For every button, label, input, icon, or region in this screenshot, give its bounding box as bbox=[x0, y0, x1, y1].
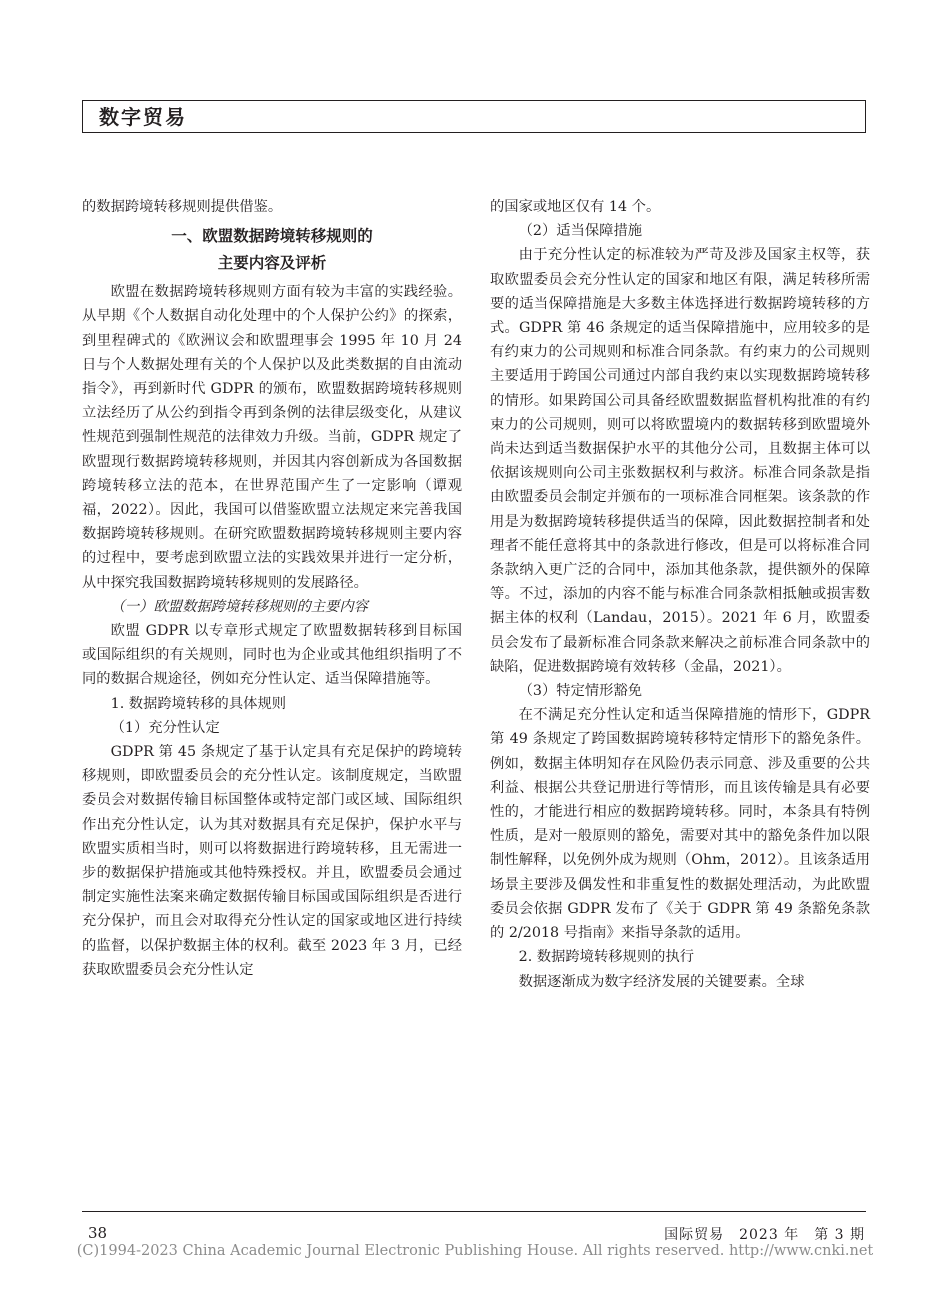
section-title-line2: 主要内容及评析 bbox=[217, 254, 327, 273]
subheading: （2）适当保障措施 bbox=[518, 223, 643, 240]
paragraph: 欧盟在数据跨境转移规则方面有较为丰富的实践经验。从早期《个人数据自动化处理中的个人保护公约》的探索，到里程碑式的《欧洲议会和欧盟理事会 1995 年 10 月 24 日与个人数据处理有关的个人保护以及此类数据的自由流动指令》，再到新时代 GDPR 的颁布，欧盟数据跨境转移规则立法经历了从公约到指令再到条例的法律层级变化，从建议性规范到强制性规范的法律效力升级。当前，GDPR 规定了欧盟现行数据跨境转移规则，并因其内容创新成为各国数据跨境转移立法的范本，在世界范围产生了一定影响（谭观福，2022）。因此，我国可以借鉴欧盟立法规定来完善我国数据跨境转移规则。在研究欧盟数据跨境转移规则主要内容的过程中，要考虑到欧盟立法的实践效果并进行一定分析，从中探究我国数据跨境转移规则的发展路径。 bbox=[82, 284, 462, 591]
section-title-line1: 一、欧盟数据跨境转移规则的 bbox=[171, 227, 373, 246]
page-number: 38 bbox=[88, 1224, 108, 1242]
right-column bbox=[490, 195, 870, 994]
section-header-title: 数字贸易 bbox=[99, 105, 187, 129]
paragraph: 由于充分性认定的标准较为严苛及涉及国家主权等，获取欧盟委员会充分性认定的国家和地区有限，满足转移所需要的适当保障措施是大多数主体选择进行数据跨境转移的方式。GDPR 第 46 条规定的适当保障措施中，应用较多的是有约束力的公司规则和标准合同条款。有约束力的公司规则主要适用于跨国公司通过内部自我约束以实现数据跨境转移的情形。如果跨国公司具备经欧盟数据监督机构批准的有约束力的公司规则，则可以将欧盟境内的数据转移到欧盟境外尚未达到适当数据保护水平的其他分公司，且数据主体可以依据该规则向公司主张数据权利与救济。标准合同条款是指由欧盟委员会制定并颁布的一项标准合同框架。该条款的作用是为数据跨境转移提供适当的保障，因此数据控制者和处理者不能任意将其中的条款进行修改，但是可以将标准合同条款纳入更广泛的合同中，添加其他条款，提供额外的保障等。不过，添加的内容不能与标准合同条款相抵触或损害数据主体的权利（Landau，2015）。2021 年 6 月，欧盟委员会发布了最新标准合同条款来解决之前标准合同条款中的缺陷，促进数据跨境有效转移（金晶，2021）。 bbox=[490, 247, 870, 675]
subheading: （3）特定情形豁免 bbox=[518, 683, 643, 700]
intro-tail: 的数据跨境转移规则提供借鉴。 bbox=[82, 199, 283, 215]
paragraph: 在不满足充分性认定和适当保障措施的情形下，GDPR 第 49 条规定了跨国数据跨境转移特定情形下的豁免条件。例如，数据主体明知存在风险仍表示同意、涉及重要的公共利益、根据公共登记册进行等情形，而且该传输是具有必要性的，才能进行相应的数据跨境转移。同时，本条具有特例性质，是对一般原则的豁免，需要对其中的豁免条件加以限制性解释，以免例外成为规则（Ohm，2012）。且该条适用场景主要涉及偶发性和非重复性的数据处理活动，为此欧盟委员会依据 GDPR 发布了《关于 GDPR 第 49 条豁免条款的 2/2018 号指南》来指导条款的适用。 bbox=[490, 707, 870, 942]
copyright-watermark: (C)1994-2023 China Academic Journal Electronic Publishing House. All rights reserved. http://www.cnki.net bbox=[76, 1243, 874, 1259]
subheading: 1. 数据跨境转移的具体规则 bbox=[110, 695, 287, 712]
section-title bbox=[82, 223, 462, 277]
paragraph: 数据逐渐成为数字经济发展的关键要素。全球 bbox=[518, 973, 805, 990]
footer-divider bbox=[82, 1211, 866, 1212]
paragraph: GDPR 第 45 条规定了基于认定具有充足保护的跨境转移规则，即欧盟委员会的充分性认定。该制度规定，当欧盟委员会对数据传输目标国整体或特定部门或区域、国际组织作出充分性认定，认为其对数据具有充足保护，保护水平与欧盟实质相当时，则可以将数据进行跨境转移，且无需进一步的数据保护措施或其他特殊授权。并且，欧盟委员会通过制定实施性法案来确定数据传输目标国或国际组织是否进行充分保护，而且会对取得充分性认定的国家或地区进行持续的监督，以保护数据主体的权利。截至 2023 年 3 月，已经获取欧盟委员会充分性认定 bbox=[82, 744, 462, 978]
paragraph: 的国家或地区仅有 14 个。 bbox=[490, 199, 661, 215]
subheading: （1）充分性认定 bbox=[110, 719, 220, 736]
subheading: 2. 数据跨境转移规则的执行 bbox=[518, 949, 695, 966]
journal-info: 国际贸易 2023 年 第 3 期 bbox=[664, 1227, 865, 1243]
header-box bbox=[82, 100, 866, 133]
subsection-heading: （一）欧盟数据跨境转移规则的主要内容 bbox=[110, 598, 368, 615]
paragraph: 欧盟 GDPR 以专章形式规定了欧盟数据转移到目标国或国际组织的有关规则，同时也为企业或其他组织指明了不同的数据合规途径，例如充分性认定、适当保障措施等。 bbox=[82, 623, 462, 688]
left-column bbox=[82, 195, 462, 982]
